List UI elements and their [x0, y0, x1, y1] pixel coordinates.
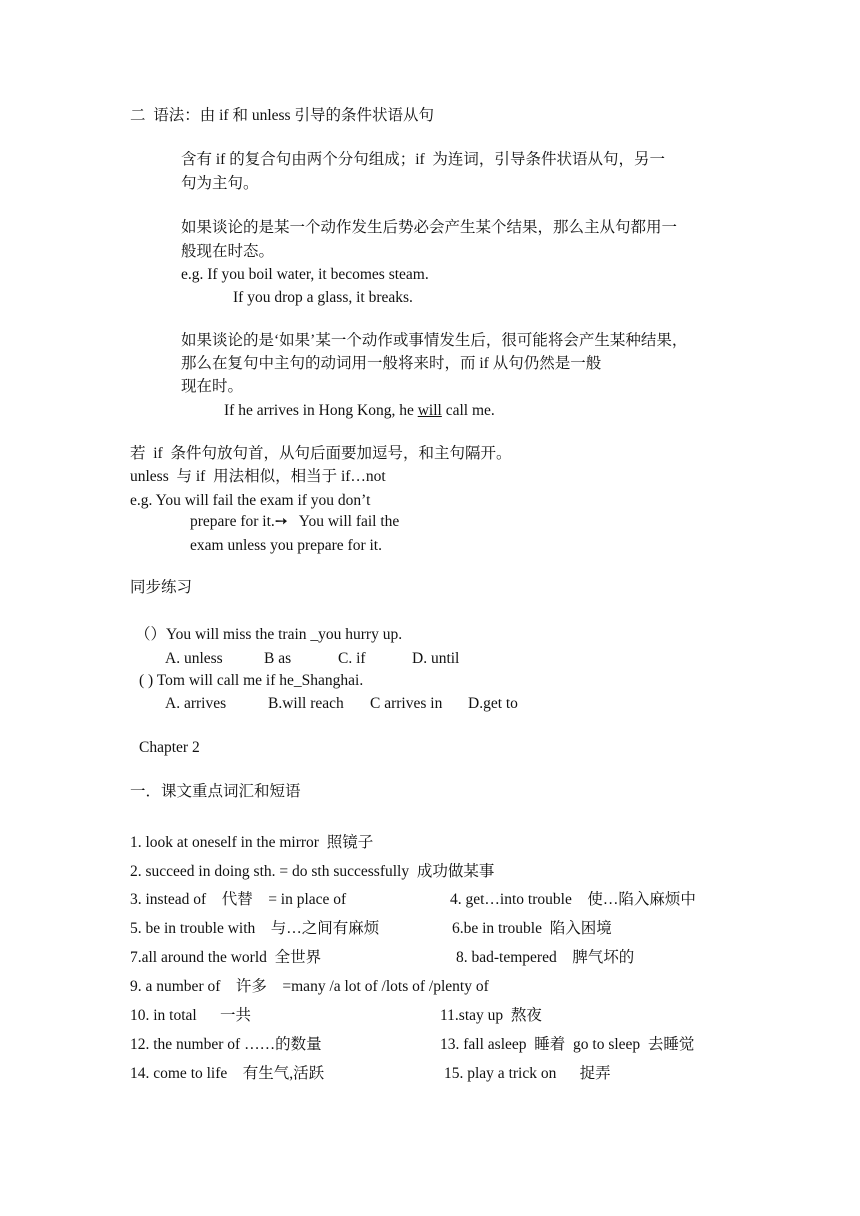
option: B as: [264, 650, 292, 667]
paragraph-line: 般现在时态。: [181, 243, 275, 260]
example-sentence: If you drop a glass, it breaks.: [233, 289, 413, 306]
option: D. until: [412, 650, 460, 667]
question: （）You will miss the train _you hurry up.: [135, 626, 403, 643]
example-sentence: e.g. If you boil water, it becomes steam.: [181, 266, 429, 283]
vocab-item: 7.all around the world 全世界: [130, 949, 322, 966]
section-title: 一．课文重点词汇和短语: [130, 783, 301, 800]
practice-title: 同步练习: [130, 579, 193, 596]
rule-line: 若 if 条件句放句首，从句后面要加逗号，和主句隔开。: [130, 445, 512, 462]
option: D.get to: [468, 695, 518, 712]
vocab-item: 2. succeed in doing sth. = do sth successfully 成功做某事: [130, 863, 495, 880]
example-sentence: prepare for it.➙ You will fail the: [190, 513, 400, 530]
chapter-title: Chapter 2: [139, 739, 200, 756]
option: C arrives in: [370, 695, 443, 712]
paragraph-line: 句为主句。: [181, 175, 259, 192]
vocab-item: 12. the number of ……的数量: [130, 1036, 322, 1053]
option: C. if: [338, 650, 366, 667]
vocab-item: 9. a number of 许多 =many /a lot of /lots of /plenty of: [130, 978, 489, 995]
section-heading: 二 语法：由 if 和 unless 引导的条件状语从句: [130, 107, 434, 124]
rule-line: unless 与 if 用法相似，相当于 if…not: [130, 468, 386, 485]
vocab-item: 3. instead of 代替 = in place of: [130, 891, 347, 908]
example-text: If he arrives in Hong Kong, he: [224, 402, 418, 419]
vocab-item: 11.stay up 熬夜: [440, 1007, 542, 1024]
vocab-item: 6.be in trouble 陷入困境: [452, 920, 612, 937]
option: A. arrives: [165, 695, 227, 712]
example-sentence: [224, 401, 495, 421]
example-sentence: e.g. You will fail the exam if you don’t: [130, 492, 371, 509]
paragraph-line: 如果谈论的是‘如果’某一个动作或事情发生后，很可能将会产生某种结果，: [181, 332, 688, 349]
vocab-item: 13. fall asleep 睡着 go to sleep 去睡觉: [440, 1036, 695, 1053]
underlined-word: will: [417, 402, 442, 419]
vocab-item: 1. look at oneself in the mirror 照镜子: [130, 834, 374, 851]
paragraph-line: 现在时。: [181, 378, 244, 395]
example-text: call me.: [441, 402, 495, 419]
question: ( ) Tom will call me if he_Shanghai.: [139, 672, 364, 689]
paragraph-line: 含有 if 的复合句由两个分句组成；if 为连词，引导条件状语从句，另一: [181, 151, 665, 168]
vocab-item: 4. get…into trouble 使…陷入麻烦中: [450, 891, 696, 908]
vocab-item: 10. in total 一共: [130, 1007, 251, 1024]
option: B.will reach: [268, 695, 344, 712]
vocab-item: 5. be in trouble with 与…之间有麻烦: [130, 920, 380, 937]
example-sentence: exam unless you prepare for it.: [190, 537, 382, 554]
paragraph-line: 那么在复句中主句的动词用一般将来时，而 if 从句仍然是一般: [181, 355, 602, 372]
vocab-item: 14. come to life 有生气,活跃: [130, 1065, 325, 1082]
vocab-item: 8. bad-tempered 脾气坏的: [456, 949, 635, 966]
vocab-item: 15. play a trick on 捉弄: [444, 1065, 611, 1082]
paragraph-line: 如果谈论的是某一个动作发生后势必会产生某个结果，那么主从句都用一: [181, 219, 678, 236]
option: A. unless: [165, 650, 223, 667]
